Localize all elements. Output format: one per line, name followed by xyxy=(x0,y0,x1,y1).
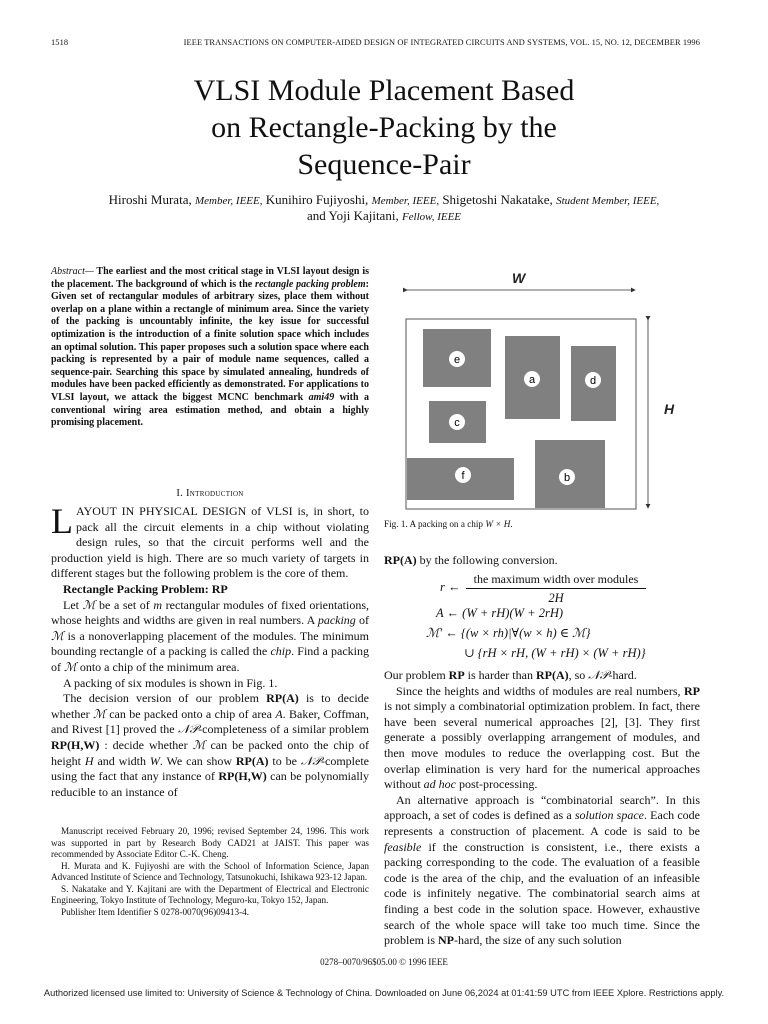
packing-figure xyxy=(390,262,690,512)
author-line-2 xyxy=(40,207,728,226)
module-label-e: e xyxy=(453,354,461,366)
intro-paragraph-3: A packing of six modules is shown in Fig. 1. xyxy=(63,675,278,690)
author-name: Shigetoshi Nakatake, xyxy=(442,192,553,207)
authorization-notice: Authorized licensed use limited to: University of Science & Technology of China. Downloaded on June 06,2024 at 01:41:59 UTC from IEEE Xplore. Restrictions apply. xyxy=(43,988,725,998)
equation-modules-union: ∪ {rH × rH, (W + rH) × (W + rH)} xyxy=(464,646,646,660)
module-label-c: c xyxy=(454,417,460,429)
footnote: Publisher Item Identifier S 0278-0070(96)09413-4. xyxy=(61,906,250,917)
intro-paragraph-2: Let ℳ be a set of m rectangular modules of fixed orientations, whose heights and widths are given in real numbers. A packing of ℳ is a nonoverlapping placement of the modules. The minimum bounding rectangle of a packing is called the chip. Find a packing of ℳ onto a chip of the minimum area. xyxy=(51,597,369,674)
right-paragraph-3: An alternative approach is “combinatorial search”. In this approach, a set of codes is defined as a solution space. Each code represents a construction of placement. A code is said to be feasible if the construction is consistent, i.e., there exists a packing corresponding to the code. The evaluation of a feasible code is the area of the chip, and the evaluation of an infeasible code is infinitely negative. The combinatorial search aims at finding a best code in the solution space. However, exhaustive search of the whole space will take too much time. Since the problem is NP-hard, the size of any such solution xyxy=(384,792,700,948)
author-role: Member, IEEE, xyxy=(371,195,440,207)
intro-body xyxy=(51,501,370,800)
footnote: S. Nakatake and Y. Kajitani are with the Department of Electrical and Electronic Engineering, Tokyo Institute of Technology, Meguro-ku, Tokyo 152, Japan. xyxy=(51,883,369,905)
right-body xyxy=(384,668,700,949)
right-paragraph-lead: RP(A) by the following conversion. xyxy=(384,553,558,567)
footnote: H. Murata and K. Fujiyoshi are with the School of Information Science, Japan Advanced Institute of Science and Technology, Tatsunokuchi, Ishikawa 923-12 Japan. xyxy=(51,860,369,882)
equation-modules: ℳ′ ← {(w × rh)|∀(w × h) ∈ ℳ} xyxy=(426,626,591,640)
copyright-line: 0278–0070/96$05.00 © 1996 IEEE xyxy=(320,957,448,967)
author-role: Fellow, IEEE xyxy=(401,211,462,223)
module-label-b: b xyxy=(563,472,571,484)
section-heading: I. Introduction xyxy=(176,488,244,499)
fraction-bar xyxy=(466,588,646,589)
footnotes xyxy=(51,826,369,918)
module-label-d: d xyxy=(589,375,597,387)
intro-paragraph-4: The decision version of our problem RP(A) is to decide whether ℳ can be packed onto a chip of area A. Baker, Coffman, and Rivest [1] proved the 𝒩𝒫-completeness of a similar problem RP(H,W) : decide whether ℳ can be packed onto the chip of height H and width W. We can show RP(A) to be 𝒩𝒫-complete using the fact that any instance of RP(H,W) can be polynomially reducible to an instance of xyxy=(51,691,370,799)
height-label: H xyxy=(664,401,675,417)
drop-cap: L xyxy=(51,501,73,541)
right-paragraph-1: Our problem RP is harder than RP(A), so 𝒩𝒫-hard. xyxy=(384,668,637,682)
equation-r-denominator: 2H xyxy=(548,591,564,605)
author-role: Student Member, IEEE, xyxy=(556,195,660,207)
author-name: Hiroshi Murata, xyxy=(108,192,192,207)
abstract: Abstract— The earliest and the most critical stage in VLSI layout design is the placement. The background of which is the rectangle packing problem: Given set of rectangular modules of arbitrary sizes, place them without overlap on a plane within a rectangle of minimum area. Since the variety of the packing is uncountably infinite, the key issue for successful optimization is the introduction of a finite solution space which includes an optimal solution. This paper proposes such a solution space where each packing is represented by a pair of module name sequences, called a sequence-pair. Searching this space by simulated annealing, hundreds of modules have been packed efficiently as demonstrated. For applications to VLSI layout, we attack the biggest MCNC benchmark ami49 with a conventional wiring area estimation method, and obtain a highly promising placement. xyxy=(51,266,369,429)
abstract-lead: Abstract— xyxy=(51,266,94,277)
paper-title-line-1: VLSI Module Placement Based xyxy=(193,74,575,107)
author-name: Kunihiro Fujiyoshi, xyxy=(265,192,369,207)
width-label: W xyxy=(512,270,526,286)
author-name: and Yoji Kajitani, xyxy=(306,208,399,223)
footnote: Manuscript received February 20, 1996; revised September 24, 1996. This work was supported in part by Research Body CAD21 at JAIST. This paper was recommended by Associate Editor C.-K. Cheng. xyxy=(51,826,369,859)
figure-caption: Fig. 1. A packing on a chip W × H. xyxy=(384,519,513,529)
running-head: IEEE TRANSACTIONS ON COMPUTER-AIDED DESIGN OF INTEGRATED CIRCUITS AND SYSTEMS, VOL. 15, NO. 12, DECEMBER 1996 xyxy=(183,38,700,47)
module-label-a: a xyxy=(528,374,536,386)
module-label-f: f xyxy=(461,470,465,482)
intro-paragraph-1: LAYOUT IN PHYSICAL DESIGN of VLSI is, in short, to pack all the circuit elements in a chip without violating design rules, so that the circuit performs well and the production yield is high. There are so much variety of targets in different stages but the following problem is the core of them. xyxy=(51,501,369,581)
author-role: Member, IEEE, xyxy=(194,195,263,207)
paper-title-line-2: on Rectangle-Packing by the xyxy=(211,111,557,144)
equation-area: A ← (W + rH)(W + 2rH) xyxy=(436,606,564,620)
equation-r-lhs: r ← xyxy=(440,580,461,594)
problem-subheading: Rectangle Packing Problem: RP xyxy=(63,581,228,596)
paper-title-line-3: Sequence-Pair xyxy=(297,148,471,181)
page-number: 1518 xyxy=(51,38,69,47)
right-paragraph-2: Since the heights and widths of modules are real numbers, RP is not simply a combinatorial optimization problem. In fact, there have been several numerical approaches [2], [3]. They first generate a possibly overlapping arrangement of modules, and then move modules to reduce the overlapping cost. But the overlap elimination is very hard for the numerical approaches without ad hoc post-processing. xyxy=(384,683,700,792)
equation-r-numerator: the maximum width over modules xyxy=(473,572,639,586)
